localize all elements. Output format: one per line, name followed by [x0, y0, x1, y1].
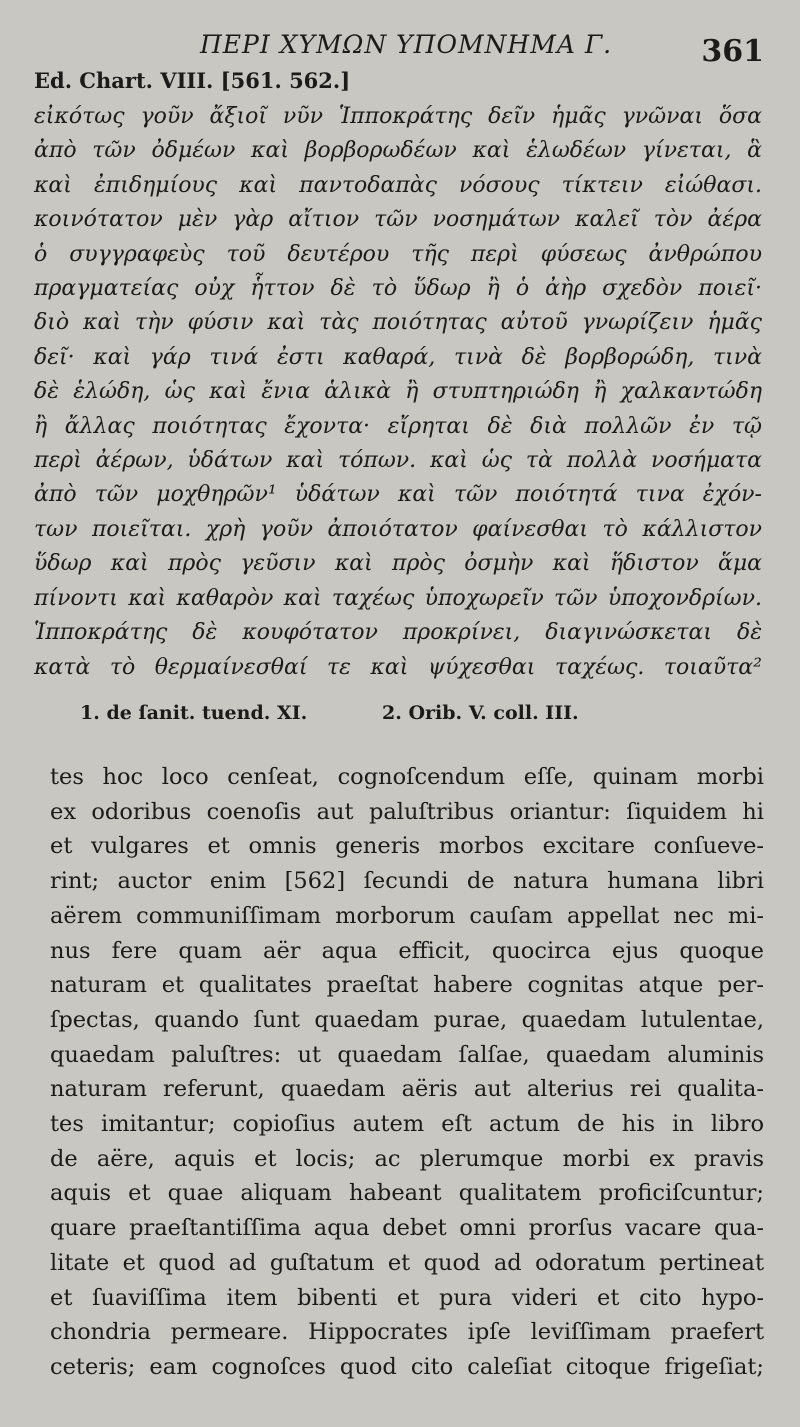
greek-line: διὸ καὶ τὴν φύσιν καὶ τὰς ποιότητας αὐτοῦ γνωρίζειν ἡμᾶς [34, 310, 762, 336]
latin-line: ceteris; eam cognoſces quod cito caleſiat citoque frigeſiat; [50, 1353, 764, 1380]
greek-line: Ἱπποκράτης δὲ κουφότατον προκρίνει, διαγινώσκεται δὲ [34, 620, 762, 646]
latin-line: ex odoribus coenoſis aut paluſtribus oriantur: ſiquidem hi [50, 798, 764, 825]
greek-line: δεῖ· καὶ γάρ τινά ἐστι καθαρά, τινὰ δὲ βορβορώδη, τινὰ [34, 344, 762, 370]
greek-line: ἀπὸ τῶν μοχθηρῶν¹ ὑδάτων καὶ τῶν ποιότητά τινα ἐχόν- [34, 482, 762, 508]
greek-line: ἀπὸ τῶν ὀδμέων καὶ βορβορωδέων καὶ ἑλωδέων γίνεται, ἃ [34, 138, 762, 164]
latin-line: naturam et qualitates praeſtat habere cognitas atque per- [50, 972, 764, 999]
latin-text-block [50, 760, 764, 1385]
latin-line: tes imitantur; copioſius autem eſt actum de his in libro [50, 1111, 764, 1138]
greek-line: ὕδωρ καὶ πρὸς γεῦσιν καὶ πρὸς ὀσμὴν καὶ ἥδιστον ἅμα [34, 551, 762, 577]
latin-line: litate et quod ad guſtatum et quod ad odoratum pertineat [50, 1249, 764, 1276]
latin-line: nus fere quam aër aqua efficit, quocirca ejus quoque [50, 937, 764, 964]
latin-line: quaedam paluſtres: ut quaedam ſalſae, quaedam aluminis [50, 1041, 764, 1068]
greek-line: κατὰ τὸ θερμαίνεσθαί τε καὶ ψύχεσθαι ταχέως. τοιαῦτα² [34, 654, 762, 680]
greek-line: καὶ ἐπιδημίους καὶ παντοδαπὰς νόσους τίκτειν εἰώθασι. [34, 172, 762, 198]
latin-line: de aëre, aquis et locis; ac plerumque morbi ex pravis [50, 1145, 764, 1172]
footnote-2: 2. Orib. V. coll. III. [382, 702, 579, 724]
footnote-1: 1. de ſanit. tuend. XI. [80, 702, 308, 724]
greek-line: των ποιεῖται. χρὴ γοῦν ἀποιότατον φαίνεσθαι τὸ κάλλιστον [34, 516, 762, 542]
greek-line: πραγματείας οὐχ ἧττον δὲ τὸ ὕδωρ ἢ ὁ ἀὴρ σχεδὸν ποιεῖ· [34, 276, 762, 302]
latin-line: quare praeſtantiſſima aqua debet omni prorſus vacare qua- [50, 1215, 764, 1242]
greek-line: εἰκότως γοῦν ἄξιοῖ νῦν Ἱπποκράτης δεῖν ἡμᾶς γνῶναι ὅσα [34, 104, 762, 129]
latin-line: aërem communiſſimam morborum cauſam appellat nec mi- [50, 902, 764, 929]
latin-line: naturam referunt, quaedam aëris aut alterius rei qualita- [50, 1076, 764, 1103]
greek-line: δὲ ἑλώδη, ὡς καὶ ἔνια ἁλικὰ ἢ στυπτηριώδη ἢ χαλκαντώδη [34, 379, 762, 405]
page-header [0, 28, 800, 68]
latin-line: tes hoc loco cenſeat, cognoſcendum eſſe, quinam morbi [50, 764, 764, 790]
running-title: ΠΕΡΙ ΧΥΜΩΝ ΥΠΟΜΝΗΜΑ Γ. [200, 30, 613, 59]
greek-line: ὁ συγγραφεὺς τοῦ δευτέρου τῆς περὶ φύσεως ἀνθρώπου [34, 241, 762, 267]
greek-text-block [34, 100, 762, 685]
latin-line: chondria permeare. Hippocrates ipſe leviſſimam praefert [50, 1319, 764, 1346]
latin-line: aquis et quae aliquam habeant qualitatem proficiſcuntur; [50, 1180, 764, 1207]
edition-reference: Ed. Chart. VIII. [561. 562.] [34, 68, 351, 93]
latin-line: et ſuaviſſima item bibenti et pura videri et cito hypo- [50, 1284, 764, 1311]
greek-line: ἢ ἄλλας ποιότητας ἔχοντα· εἴρηται δὲ διὰ πολλῶν ἐν τῷ [34, 413, 762, 439]
page-number: 361 [701, 34, 764, 69]
greek-line: πίνοντι καὶ καθαρὸν καὶ ταχέως ὑποχωρεῖν τῶν ὑποχονδρίων. [34, 585, 762, 611]
greek-line: κοινότατον μὲν γὰρ αἴτιον τῶν νοσημάτων καλεῖ τὸν ἀέρα [34, 207, 762, 233]
latin-line: ſpectas, quando ſunt quaedam purae, quaedam lutulentae, [50, 1006, 764, 1033]
latin-line: et vulgares et omnis generis morbos excitare conſueve- [50, 833, 764, 860]
greek-line: περὶ ἀέρων, ὑδάτων καὶ τόπων. καὶ ὡς τὰ πολλὰ νοσήματα [34, 448, 762, 474]
latin-line: rint; auctor enim [562] ſecundi de natura humana libri [50, 868, 764, 895]
